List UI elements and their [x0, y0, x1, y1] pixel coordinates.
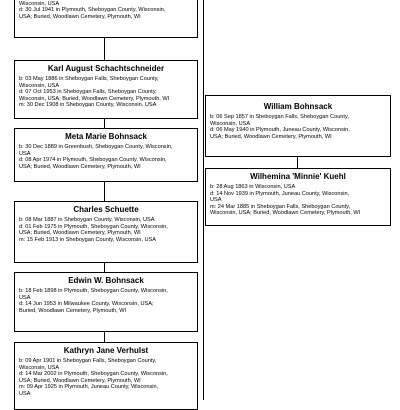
- detail-line: USA; Buried, Woodlawn Cemetery, Plymouth, WI: [19, 230, 141, 237]
- detail-line: m: 24 Mar 1885 in Sheboygan Falls, Sheboygan County,: [210, 203, 351, 210]
- detail-line: b: 09 Apr 1901 in Sheboygan Falls, Sheboygan County,: [19, 358, 157, 364]
- person-name: Wilhemina 'Minnie' Kuehl: [250, 172, 346, 181]
- detail-line: USA: [210, 197, 222, 204]
- detail-line: d: 08 Apr 1974 in Plymouth, Sheboygan County, Wisconsin,: [19, 157, 167, 164]
- detail-line: Wisconsin, USA; Buried, Woodlawn Cemetery, Plymouth, WI: [19, 95, 170, 102]
- person-name: William Bohnsack: [263, 102, 333, 111]
- person-details: [19, 0, 193, 20]
- detail-line: Wisconsin, USA; Buried, Woodlawn Cemetery, Plymouth, WI: [210, 210, 361, 217]
- detail-line: b: 28 Aug 1863 in Wisconsin, USA: [210, 184, 296, 190]
- detail-line: b: 08 Mar 1887 in Sheboygan County, Wisconsin, USA: [19, 217, 155, 223]
- detail-line: USA; Buried, Woodlawn Cemetery, Plymouth, WI: [19, 13, 141, 20]
- detail-line: m: 30 Dec 1908 in Sheboygan County, Wisconsin, USA: [19, 102, 157, 109]
- person-name: Meta Marie Bohnsack: [65, 132, 147, 141]
- detail-line: USA; Buried, Woodlawn Cemetery, Plymouth, WI: [210, 133, 332, 140]
- person-name: Kathryn Jane Verhulst: [63, 346, 149, 355]
- detail-line: Wisconsin, USA: [19, 364, 60, 371]
- detail-line: Wisconsin, USA: [19, 0, 60, 7]
- detail-line: b: 06 Sep 1857 in Sheboygan Falls, Sheboygan County,: [210, 114, 349, 120]
- detail-line: USA; Buried, Woodlawn Cemetery, Plymouth, WI: [19, 163, 141, 170]
- detail-line: b: 30 Dec 1889 in Greenbush, Sheboygan County, Wisconsin,: [19, 144, 173, 150]
- connector-couple: [297, 157, 298, 168]
- detail-line: d: 14 Nov 1939 in Plymouth, Juneau County, Wisconsin,: [210, 190, 350, 197]
- detail-line: USA: [19, 390, 31, 397]
- detail-line: d: 14 Jun 1953 in Milwaukee County, Wisconsin, USA;: [19, 301, 154, 308]
- person-name: Edwin W. Bohnsack: [68, 276, 144, 285]
- detail-line: Wisconsin, USA: [19, 82, 60, 89]
- detail-line: m: 09 Apr 1925 in Plymouth, Juneau County, Wisconsin,: [19, 384, 159, 391]
- person-details: [210, 114, 386, 140]
- person-name: Karl August Schachtschneider: [47, 64, 165, 73]
- person-box-edwin-bohnsack[interactable]: [14, 272, 198, 332]
- person-details: [19, 358, 193, 398]
- person-details: [19, 144, 193, 170]
- person-box-charles-schuette[interactable]: [14, 201, 198, 263]
- detail-line: USA: [19, 150, 31, 157]
- person-box-wilhemina-kuehl[interactable]: [205, 168, 391, 226]
- person-details: [210, 184, 386, 217]
- detail-line: USA; Buried, Woodlawn Cemetery, Plymouth, WI: [19, 377, 141, 384]
- person-box-meta-bohnsack[interactable]: [14, 128, 198, 182]
- person-box-top-partial[interactable]: [14, 0, 198, 38]
- detail-line: b: 03 May 1886 in Sheboygan Falls, Sheboygan County,: [19, 76, 159, 82]
- detail-line: Buried, Woodlawn Cemetery, Plymouth, WI: [19, 307, 127, 314]
- detail-line: b: 18 Feb 1898 in Plymouth, Sheboygan County, Wisconsin,: [19, 288, 168, 294]
- person-box-william-bohnsack[interactable]: [205, 95, 391, 157]
- person-details: [19, 288, 193, 314]
- detail-line: Wisconsin, USA: [210, 120, 251, 127]
- detail-line: USA: [19, 294, 31, 301]
- person-name: Charles Schuette: [73, 205, 139, 214]
- person-details: [19, 76, 193, 109]
- detail-line: d: 01 Feb 1975 in Plymouth, Sheboygan County, Wisconsin,: [19, 223, 168, 230]
- detail-line: d: 30 Jul 1941 in Plymouth, Sheboygan County, Wisconsin,: [19, 7, 166, 14]
- detail-line: d: 06 May 1940 in Plymouth, Juneau County, Wisconsin,: [210, 127, 350, 134]
- detail-line: d: 14 Mar 2002 in Plymouth, Sheboygan County, Wisconsin,: [19, 371, 168, 378]
- person-details: [19, 217, 193, 243]
- detail-line: d: 07 Oct 1953 in Sheboygan Falls, Sheboygan County,: [19, 89, 157, 96]
- connector-right-spine: [203, 0, 204, 400]
- detail-line: m: 15 Feb 1913 in Sheboygan County, Wisconsin, USA: [19, 236, 157, 243]
- person-box-karl-schachtschneider[interactable]: [14, 60, 198, 119]
